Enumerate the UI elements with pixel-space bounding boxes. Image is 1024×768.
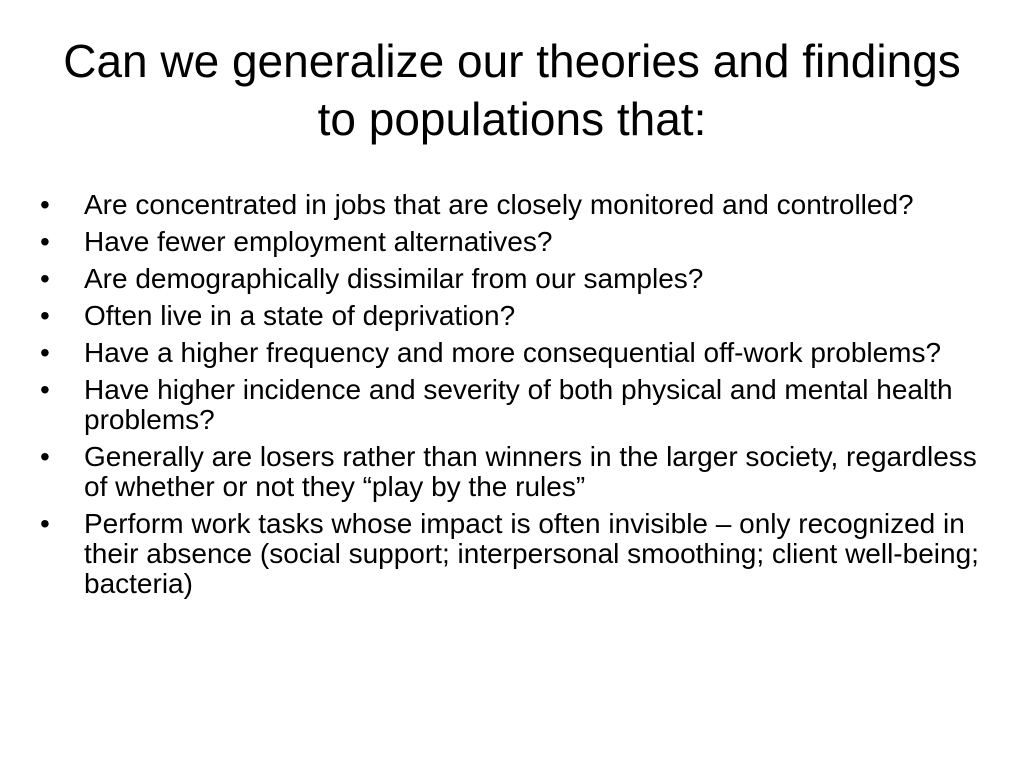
bullet-text: Generally are losers rather than winners in the larger society, regardless of whether or not they “play by the rules”: [84, 441, 977, 502]
bullet-marker: •: [40, 226, 50, 257]
bullet-text: Are demographically dissimilar from our samples?: [84, 263, 704, 294]
bullet-marker: •: [40, 441, 50, 472]
bullet-marker: •: [40, 300, 50, 331]
slide-title: Can we generalize our theories and findings to populations that:: [63, 35, 961, 145]
bullet-text: Often live in a state of deprivation?: [84, 300, 516, 331]
bullet-marker: •: [40, 508, 50, 539]
bullet-marker: •: [40, 374, 50, 405]
bullet-text: Have higher incidence and severity of both physical and mental health problems?: [84, 374, 953, 435]
bullet-item: [40, 509, 1000, 599]
bullet-text: Have a higher frequency and more consequential off-work problems?: [84, 337, 942, 368]
bullet-text: Are concentrated in jobs that are closely monitored and controlled?: [84, 189, 914, 220]
bullet-text: Have fewer employment alternatives?: [84, 226, 553, 257]
bullet-marker: •: [40, 263, 50, 294]
bullet-item: [40, 190, 1000, 220]
bullet-item: [40, 375, 1000, 435]
bullet-marker: •: [40, 337, 50, 368]
bullet-item: [40, 442, 1000, 502]
bullet-item: [40, 227, 1000, 257]
bullet-text: Perform work tasks whose impact is often invisible – only recognized in their absence (social support; interpersonal smoothing; client well-being; bacteria): [84, 508, 979, 599]
bullet-item: [40, 264, 1000, 294]
bullet-item: [40, 301, 1000, 331]
bullet-marker: •: [40, 189, 50, 220]
bullet-list: [40, 190, 1000, 606]
bullet-item: [40, 338, 1000, 368]
